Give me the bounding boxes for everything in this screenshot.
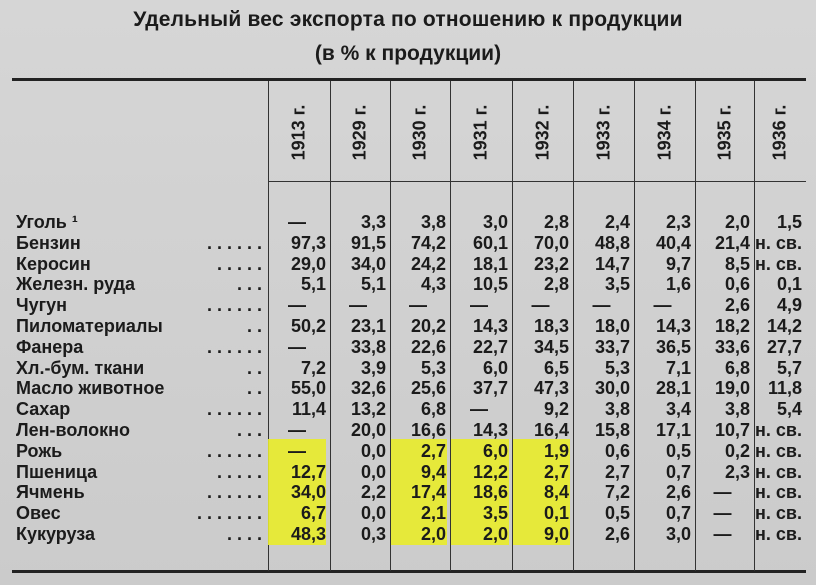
- row-label: Ячмень: [16, 482, 85, 503]
- table-cell: —: [713, 503, 732, 524]
- table-cell: 48,3: [290, 524, 326, 544]
- table-cell: —: [288, 295, 306, 316]
- table-cell: —: [713, 482, 732, 503]
- table-cell: 10,7: [714, 420, 750, 440]
- table-cell: 33,6: [714, 336, 750, 357]
- table-cell: 17,4: [410, 482, 446, 503]
- table-cell: 12,2: [472, 461, 508, 482]
- table-cell: 33,7: [594, 336, 630, 357]
- leader-dots: . . . . . .: [206, 440, 262, 461]
- table-cell: 8,4: [543, 482, 569, 503]
- table-cell: 9,7: [665, 253, 691, 274]
- table-cell: 2,3: [724, 461, 750, 482]
- year-header: [573, 92, 634, 172]
- table-cell: 2,1: [420, 503, 446, 524]
- table-cell: н. св.: [755, 420, 802, 440]
- table-cell: 91,5: [350, 232, 386, 253]
- table-cell: 2,7: [420, 440, 446, 461]
- row-label: Железн. руда: [16, 274, 136, 295]
- table-cell: —: [288, 336, 306, 357]
- table-cell: н. св.: [755, 440, 802, 461]
- table-cell: 2,8: [543, 212, 569, 232]
- table-cell: —: [288, 420, 306, 440]
- table-cell: —: [349, 295, 367, 316]
- table-cell: 2,2: [360, 482, 386, 503]
- leader-dots: . . .: [236, 274, 262, 295]
- table-cell: 13,2: [350, 399, 386, 420]
- table-cell: 6,7: [300, 503, 326, 524]
- year-label: 1930 г.: [409, 104, 430, 160]
- row-label: Сахар: [16, 399, 71, 420]
- table-cell: 0,1: [776, 274, 802, 295]
- year-header: [695, 92, 754, 172]
- table-cell: 9,2: [543, 399, 569, 420]
- table-cell: 2,8: [543, 274, 569, 295]
- header-rule: [268, 181, 806, 182]
- year-header: [450, 92, 512, 172]
- table-cell: 21,4: [714, 232, 750, 253]
- table-cell: 19,0: [714, 378, 750, 399]
- year-label: 1932 г.: [532, 104, 552, 160]
- table-cell: н. св.: [755, 482, 802, 503]
- table-cell: 6,8: [420, 399, 446, 420]
- table-cell: 24,2: [410, 253, 446, 274]
- table-cell: —: [288, 212, 306, 232]
- leader-dots: . . . . .: [216, 461, 262, 482]
- table-cell: 10,5: [472, 274, 508, 295]
- table-cell: —: [592, 295, 611, 316]
- row-label: Бензин: [16, 232, 81, 253]
- table-cell: 0,2: [724, 440, 750, 461]
- table-cell: 5,7: [776, 357, 802, 378]
- table-cell: 3,4: [665, 399, 691, 420]
- table-cell: 3,8: [420, 212, 446, 232]
- table-cell: 0,1: [543, 503, 569, 524]
- table-cell: —: [470, 295, 488, 316]
- table-cell: 2,6: [724, 295, 750, 316]
- year-header: [512, 92, 573, 172]
- table-cell: 2,6: [665, 482, 691, 503]
- table-cell: н. св.: [755, 524, 802, 544]
- table-cell: 1,9: [543, 440, 569, 461]
- leader-dots: . . . . . . .: [196, 503, 262, 524]
- table-title: Удельный вес экспорта по отношению к продукции: [133, 8, 683, 31]
- table-cell: 16,4: [533, 420, 569, 440]
- year-label: 1913 г.: [288, 104, 309, 160]
- table-cell: 9,0: [543, 524, 569, 544]
- row-label: Пиломатериалы: [16, 316, 163, 336]
- table-cell: 29,0: [290, 253, 326, 274]
- table-cell: 40,4: [655, 232, 691, 253]
- table-cell: 70,0: [533, 232, 569, 253]
- table-cell: 33,8: [350, 336, 386, 357]
- table-cell: 17,1: [655, 420, 691, 440]
- year-label: 1931 г.: [470, 104, 491, 160]
- table-cell: 60,1: [472, 232, 508, 253]
- leader-dots: . . . . . .: [206, 482, 262, 503]
- table-cell: 50,2: [290, 316, 326, 336]
- table-cell: 14,3: [472, 420, 508, 440]
- table-cell: 5,1: [360, 274, 386, 295]
- table-cell: 28,1: [655, 378, 691, 399]
- table-cell: 23,2: [533, 253, 569, 274]
- row-label: Фанера: [16, 336, 84, 357]
- table-cell: 0,0: [360, 503, 386, 524]
- table-cell: 34,0: [350, 253, 386, 274]
- year-header: [634, 92, 695, 172]
- table-cell: 20,0: [350, 420, 386, 440]
- table-cell: 11,8: [767, 378, 802, 399]
- table-cell: 2,0: [420, 524, 446, 544]
- table-cell: 3,0: [482, 212, 508, 232]
- table-cell: 5,1: [300, 274, 326, 295]
- year-label: 1936 г.: [769, 104, 790, 160]
- table-cell: —: [409, 295, 427, 316]
- table-cell: 7,1: [665, 357, 691, 378]
- table-cell: 18,2: [714, 316, 750, 336]
- table-cell: 3,0: [665, 524, 691, 544]
- table-cell: 12,7: [290, 461, 326, 482]
- table-cell: н. св.: [755, 232, 802, 253]
- table-cell: 37,7: [472, 378, 508, 399]
- table-cell: 5,4: [776, 399, 802, 420]
- row-label: Чугун: [16, 295, 68, 316]
- table-cell: н. св.: [755, 503, 802, 524]
- year-label: 1935 г.: [714, 104, 734, 160]
- table-cell: 0,7: [665, 461, 691, 482]
- table-cell: —: [470, 399, 488, 420]
- table-cell: 3,8: [604, 399, 630, 420]
- row-label: Керосин: [16, 253, 91, 274]
- table-cell: 2,6: [604, 524, 630, 544]
- table-cell: 16,6: [410, 420, 446, 440]
- table-subtitle: (в % к продукции): [314, 42, 502, 65]
- row-label: Рожь: [16, 440, 63, 461]
- table-cell: н. св.: [755, 461, 802, 482]
- table-cell: 30,0: [594, 378, 630, 399]
- row-label: Овес: [16, 503, 61, 524]
- table-cell: 48,8: [594, 232, 630, 253]
- table-cell: 2,7: [543, 461, 569, 482]
- table-cell: 14,3: [472, 316, 508, 336]
- table-cell: 23,1: [350, 316, 386, 336]
- table-cell: 3,5: [482, 503, 508, 524]
- table-cell: 0,5: [665, 440, 691, 461]
- year-header: [754, 92, 806, 172]
- table-cell: —: [713, 524, 732, 544]
- year-header: [390, 92, 450, 172]
- row-label: Масло животное: [16, 378, 165, 399]
- table-cell: 74,2: [410, 232, 446, 253]
- table-cell: 5,3: [604, 357, 630, 378]
- leader-dots: . .: [246, 378, 262, 399]
- table-cell: 32,6: [350, 378, 386, 399]
- table-cell: 1,5: [776, 212, 802, 232]
- table-cell: 22,6: [410, 336, 446, 357]
- table-cell: 18,1: [472, 253, 508, 274]
- table-cell: 6,8: [724, 357, 750, 378]
- table-cell: 3,9: [360, 357, 386, 378]
- year-label: 1934 г.: [654, 104, 674, 160]
- leader-dots: . . .: [236, 420, 262, 440]
- table-cell: 34,5: [533, 336, 569, 357]
- table-cell: 0,5: [604, 503, 630, 524]
- table-cell: 1,6: [665, 274, 691, 295]
- top-rule: [12, 78, 806, 81]
- leader-dots: . . . . . .: [206, 295, 262, 316]
- table-cell: 6,0: [482, 440, 508, 461]
- table-cell: 18,6: [472, 482, 508, 503]
- year-header: [330, 92, 390, 172]
- table-cell: 25,6: [410, 378, 446, 399]
- table-cell: 2,3: [665, 212, 691, 232]
- bottom-rule: [12, 570, 806, 573]
- leader-dots: . . . .: [226, 524, 262, 544]
- table-cell: 2,0: [724, 212, 750, 232]
- table-cell: 3,8: [724, 399, 750, 420]
- table-cell: 0,0: [360, 461, 386, 482]
- table-cell: 7,2: [604, 482, 630, 503]
- leader-dots: . . . . . .: [206, 399, 262, 420]
- table-cell: 22,7: [472, 336, 508, 357]
- table-cell: 9,4: [420, 461, 446, 482]
- table-cell: 0,6: [604, 440, 630, 461]
- table-cell: 3,5: [604, 274, 630, 295]
- table-cell: —: [531, 295, 550, 316]
- year-header: [268, 92, 330, 172]
- table-cell: 2,0: [482, 524, 508, 544]
- row-label: Хл.-бум. ткани: [16, 357, 145, 378]
- table-cell: 4,9: [776, 295, 802, 316]
- leader-dots: . . . . .: [216, 253, 262, 274]
- table-cell: 20,2: [410, 316, 446, 336]
- table-cell: 18,3: [533, 316, 569, 336]
- table-cell: 14,7: [594, 253, 630, 274]
- table-cell: 11,4: [291, 399, 326, 420]
- leader-dots: . .: [246, 316, 262, 336]
- table-cell: 6,0: [482, 357, 508, 378]
- table-cell: 0,6: [724, 274, 750, 295]
- year-label: 1929 г.: [349, 104, 370, 160]
- row-label: Лен-волокно: [16, 420, 130, 440]
- leader-dots: . .: [246, 357, 262, 378]
- table-cell: 27,7: [766, 336, 802, 357]
- row-label: Пшеница: [16, 461, 98, 482]
- table-cell: —: [653, 295, 672, 316]
- table-cell: —: [288, 440, 306, 461]
- table-cell: 14,3: [655, 316, 691, 336]
- table-cell: 14,2: [766, 316, 802, 336]
- table-cell: 34,0: [290, 482, 326, 503]
- table-cell: 7,2: [300, 357, 326, 378]
- table-cell: 15,8: [594, 420, 630, 440]
- table-cell: 3,3: [360, 212, 386, 232]
- leader-dots: . . . . . .: [206, 336, 262, 357]
- table-cell: 0,3: [360, 524, 386, 544]
- table-cell: 4,3: [420, 274, 446, 295]
- row-label: Кукуруза: [16, 524, 96, 544]
- table-cell: 2,4: [604, 212, 630, 232]
- table-cell: 97,3: [290, 232, 326, 253]
- table-cell: 47,3: [533, 378, 569, 399]
- table-cell: 6,5: [543, 357, 569, 378]
- table-cell: н. св.: [755, 253, 802, 274]
- year-label: 1933 г.: [593, 104, 613, 160]
- row-label: Уголь ¹: [16, 212, 78, 232]
- table-cell: 0,7: [665, 503, 691, 524]
- table-cell: 8,5: [724, 253, 750, 274]
- table-cell: 5,3: [420, 357, 446, 378]
- leader-dots: . . . . . .: [206, 232, 262, 253]
- table-cell: 36,5: [655, 336, 691, 357]
- table-cell: 55,0: [290, 378, 326, 399]
- table-cell: 18,0: [594, 316, 630, 336]
- table-cell: 0,0: [360, 440, 386, 461]
- table-cell: 2,7: [604, 461, 630, 482]
